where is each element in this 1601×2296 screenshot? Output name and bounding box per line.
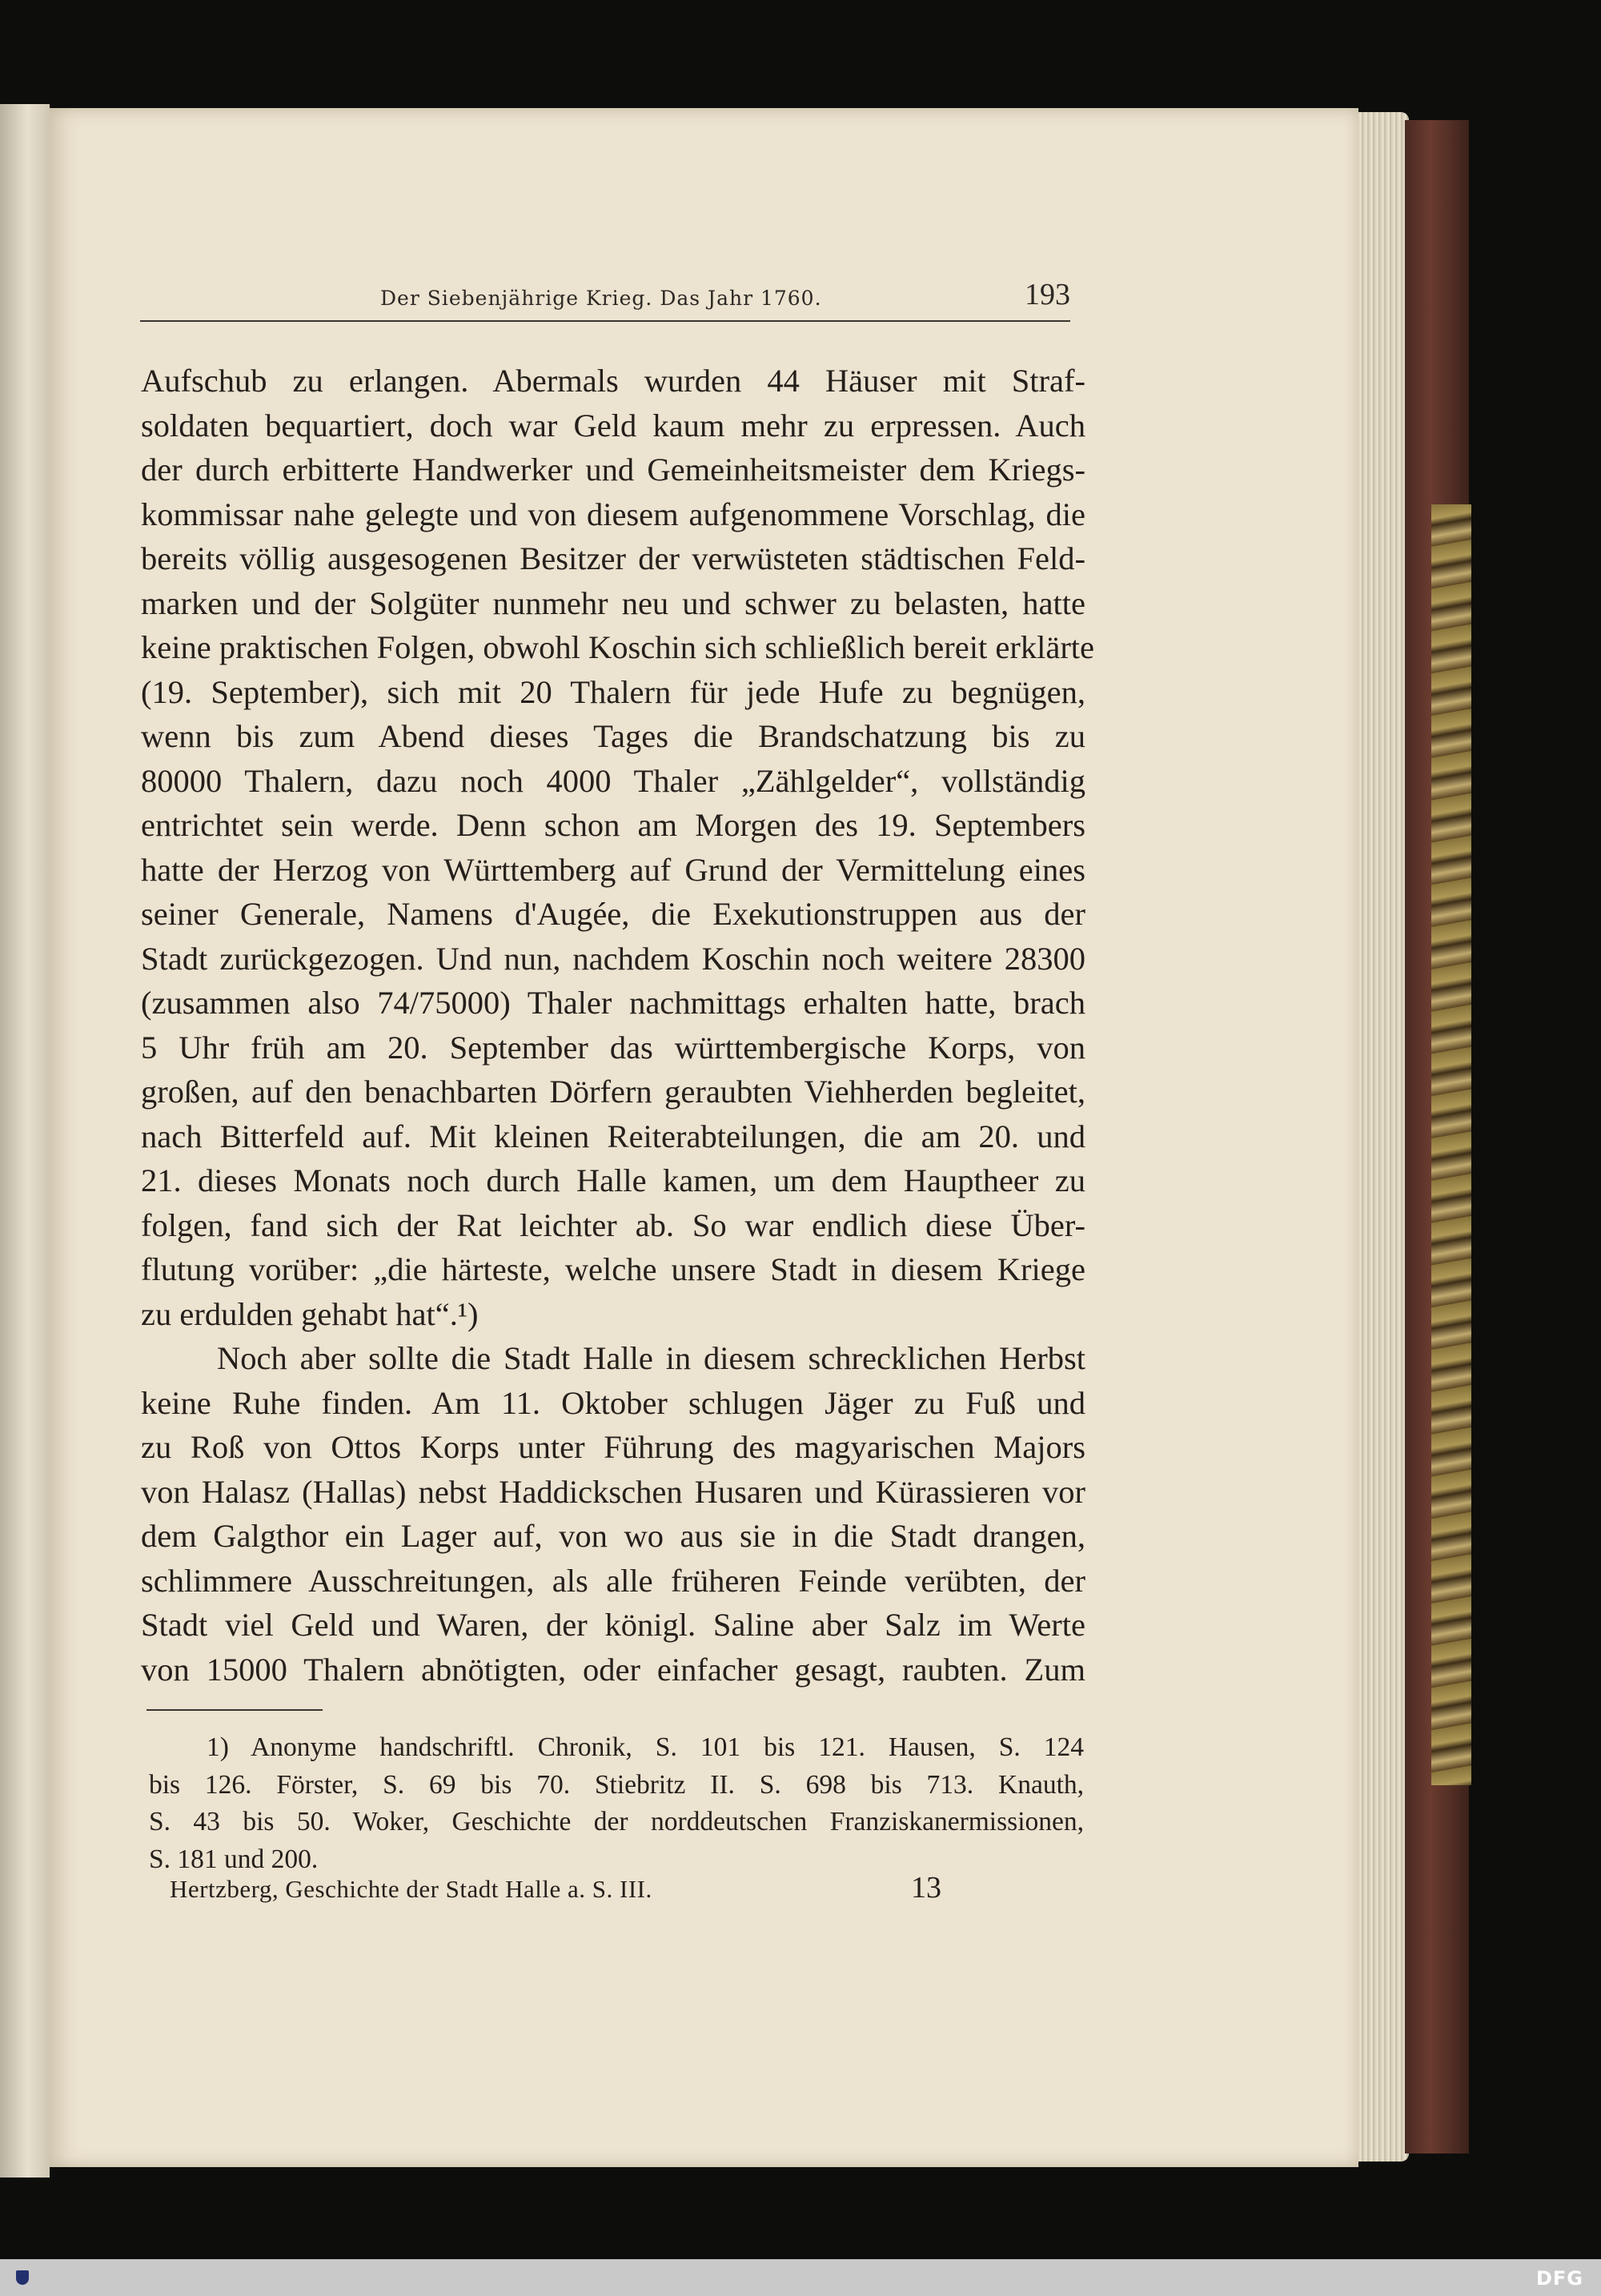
- dfg-logo[interactable]: DFG: [1535, 2267, 1583, 2290]
- viewer-footer-bar: [0, 2259, 1601, 2296]
- body-line: Stadt viel Geld und Waren, der königl. Saline aber Salz im Werte: [141, 1607, 1085, 1643]
- body-line: dem Galgthor ein Lager auf, von wo aus sie in die Stadt drangen,: [141, 1518, 1085, 1554]
- body-line: 80000 Thalern, dazu noch 4000 Thaler „Zählgelder“, vollständig: [141, 762, 1085, 799]
- body-line: seiner Generale, Namens d'Augée, die Exekutionstruppen aus der: [141, 896, 1085, 932]
- body-line: (19. September), sich mit 20 Thalern für jede Hufe zu begnügen,: [141, 673, 1085, 710]
- page-number: 193: [1025, 278, 1070, 311]
- body-line: entrichtet sein werde. Denn schon am Morgen des 19. Septembers: [141, 807, 1085, 843]
- body-line: von 15000 Thalern abnötigten, oder einfacher gesagt, raubten. Zum: [141, 1651, 1085, 1688]
- running-head: [140, 272, 1070, 322]
- body-line: schlimmere Ausschreitungen, als alle früheren Feinde verübten, der: [141, 1562, 1085, 1599]
- body-line: (zusammen also 74/75000) Thaler nachmittags erhalten hatte, brach: [141, 985, 1085, 1021]
- body-line: soldaten bequartiert, doch war Geld kaum mehr zu erpressen. Auch: [141, 407, 1085, 444]
- body-line: der durch erbitterte Handwerker und Gemeinheitsmeister dem Kriegs-: [141, 452, 1085, 488]
- footnote-line: 1) Anonyme handschriftl. Chronik, S. 101 bis 121. Hausen, S. 124: [207, 1732, 1084, 1762]
- body-line: keine praktischen Folgen, obwohl Koschin sich schließlich bereit erklärte: [141, 629, 1095, 665]
- sheet-number: 13: [911, 1871, 941, 1905]
- body-line: zu erdulden gehabt hat“.¹): [141, 1295, 479, 1332]
- signature-line: Hertzberg, Geschichte der Stadt Halle a. S. III.: [170, 1875, 652, 1903]
- footnote-line: bis 126. Förster, S. 69 bis 70. Stiebritz II. S. 698 bis 713. Knauth,: [149, 1769, 1084, 1800]
- body-text: [141, 359, 1095, 1692]
- body-line: keine Ruhe finden. Am 11. Oktober schlugen Jäger zu Fuß und: [141, 1384, 1085, 1421]
- footnotes: [149, 1729, 1084, 1878]
- body-line: Aufschub zu erlangen. Abermals wurden 44 Häuser mit Straf-: [141, 363, 1085, 399]
- footnote-line: S. 43 bis 50. Woker, Geschichte der norddeutschen Franziskanermissionen,: [149, 1807, 1084, 1836]
- body-line: kommissar nahe gelegte und von diesem aufgenommene Vorschlag, die: [141, 496, 1085, 532]
- marbled-cover-paper: [1431, 504, 1471, 1785]
- body-line: von Halasz (Hallas) nebst Haddickschen Husaren und Kürassieren vor: [141, 1473, 1085, 1510]
- body-line: 21. dieses Monats noch durch Halle kamen, um dem Hauptheer zu: [141, 1162, 1085, 1198]
- body-line: nach Bitterfeld auf. Mit kleinen Reiterabteilungen, die am 20. und: [141, 1118, 1085, 1154]
- body-line: hatte der Herzog von Württemberg auf Grund der Vermittelung eines: [141, 851, 1085, 888]
- body-line: flutung vorüber: „die härteste, welche unsere Stadt in diesem Kriege: [141, 1251, 1085, 1287]
- body-line: zu Roß von Ottos Korps unter Führung des magyarischen Majors: [141, 1429, 1085, 1465]
- library-crest-icon[interactable]: [8, 2262, 37, 2293]
- body-line: folgen, fand sich der Rat leichter ab. So war endlich diese Über-: [141, 1206, 1085, 1243]
- body-line: großen, auf den benachbarten Dörfern geraubten Viehherden begleitet,: [141, 1074, 1085, 1110]
- body-line: marken und der Solgüter nunmehr neu und schwer zu belasten, hatte: [141, 584, 1085, 621]
- body-line: 5 Uhr früh am 20. September das württembergische Korps, von: [141, 1029, 1085, 1066]
- body-line: wenn bis zum Abend dieses Tages die Brandschatzung bis zu: [141, 718, 1085, 754]
- running-title: Der Siebenjährige Krieg. Das Jahr 1760.: [380, 287, 822, 310]
- footnote-rule: [146, 1709, 323, 1711]
- body-line: bereits völlig ausgesogenen Besitzer der verwüsteten städtischen Feld-: [141, 540, 1085, 576]
- crest-shield-icon: [16, 2270, 29, 2285]
- body-line: Noch aber sollte die Stadt Halle in diesem schrecklichen Herbst: [217, 1340, 1085, 1376]
- footnote-line: S. 181 und 200.: [149, 1844, 319, 1874]
- page-block-edges: [1353, 112, 1409, 2162]
- body-line: Stadt zurückgezogen. Und nun, nachdem Koschin noch weitere 28300: [141, 940, 1085, 977]
- left-page-edge: [0, 104, 50, 2178]
